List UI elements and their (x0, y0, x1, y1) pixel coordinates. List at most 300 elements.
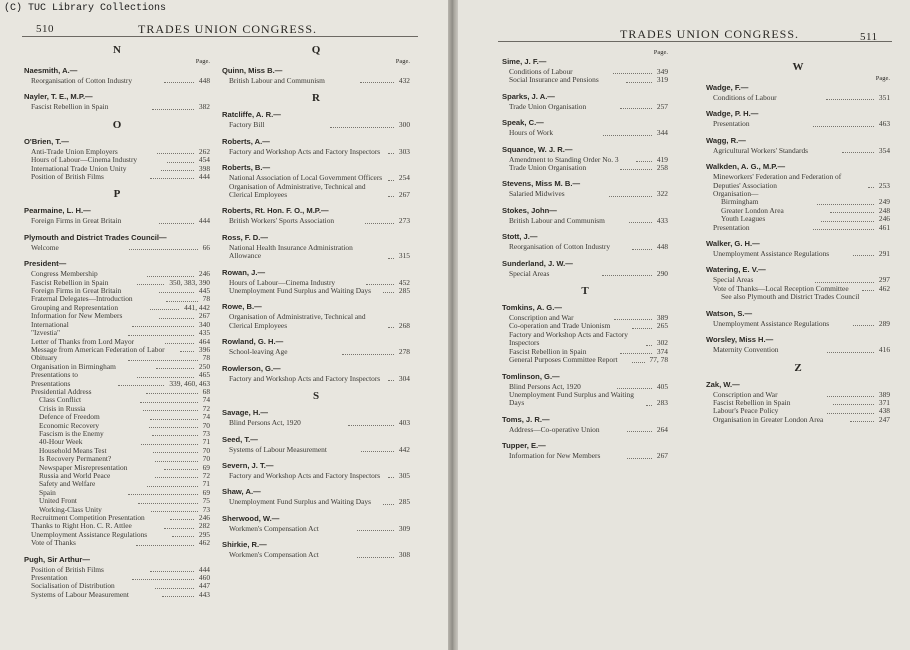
subentry-page: 77, 78 (649, 355, 669, 365)
subentry-page: 262 (198, 146, 211, 156)
entry-name: O'Brien, T.— (24, 136, 69, 146)
leader-dots (365, 223, 394, 224)
leader-dots (626, 82, 652, 83)
subentry-page: 257 (656, 101, 668, 111)
index-entry (502, 118, 668, 137)
subentry-row (706, 250, 890, 258)
subentry-row (706, 147, 890, 155)
running-head: TRADES UNION CONGRESS. (620, 27, 800, 41)
index-entry (502, 259, 668, 278)
subentry-page: 264 (656, 424, 668, 434)
subentry-page: 350, 383, 390 (169, 277, 210, 287)
entry-name: Zak, W.— (706, 379, 740, 389)
index-entry (222, 163, 410, 199)
subentry-topic: Recruitment Competition Presentation (31, 513, 145, 523)
subentry-page: 254 (398, 173, 410, 183)
leader-dots (388, 258, 394, 259)
entry-name: Seed, T.— (222, 434, 258, 444)
subentry-page: 405 (656, 381, 669, 391)
index-entry (502, 372, 668, 408)
subentry-topic: Conditions of Labour (509, 67, 573, 76)
index-entry (222, 302, 410, 330)
leader-dots (153, 452, 198, 453)
leader-dots (853, 255, 874, 256)
subentry-topic: Russia and World Peace (39, 471, 111, 480)
leader-dots (602, 275, 652, 276)
subentry-page: 250 (198, 361, 211, 371)
entry-name: Ratcliffe, A. R.— (222, 110, 281, 120)
subentry-page: 441, 442 (184, 302, 210, 312)
subentry-page: 396 (198, 344, 211, 354)
subentry-page: 268 (398, 320, 410, 330)
subentry-topic: Working-Class Unity (39, 504, 102, 514)
subentry-page: 70 (202, 445, 211, 455)
subentry-topic: Hours of Labour—Cinema Industry (31, 155, 138, 165)
leader-dots (627, 458, 652, 459)
index-entry (222, 514, 410, 533)
subentry-page: 71 (202, 437, 211, 447)
subentry-page: 435 (198, 328, 211, 338)
subentry-page: 438 (878, 406, 890, 416)
index-entry (24, 92, 210, 111)
subentry-topic: Unemployment Assistance Regulations (31, 529, 148, 539)
subentry-topic: Mineworkers' Federation and Federation of Deputies' Association (713, 172, 842, 190)
subentry-row (222, 287, 410, 295)
index-entry (706, 309, 890, 328)
entry-name: Tomlinson, G.— (502, 371, 560, 381)
entry-name: Rowland, G. H.— (222, 337, 284, 347)
subentry-page: 70 (202, 420, 210, 430)
subentry-row (24, 77, 210, 85)
subentry-page: 460 (198, 573, 211, 583)
page-column-label: Page. (195, 58, 210, 65)
leader-dots (164, 82, 194, 83)
subentry-topic: Household Means Test (39, 445, 107, 455)
leader-dots (842, 152, 874, 153)
page-column-label: Page. (653, 49, 668, 56)
subentry-page: 300 (398, 120, 411, 130)
subentry-page: 351 (878, 93, 891, 102)
entry-name: Wagg, R.— (706, 135, 746, 145)
leader-dots (603, 135, 651, 136)
subentry-page: 452 (398, 277, 410, 287)
leader-dots (128, 494, 198, 495)
entry-name: Plymouth and District Trades Council— (24, 232, 167, 242)
subentry-page: 374 (656, 346, 668, 356)
subentry-page: 73 (202, 428, 210, 438)
subentry-row (502, 164, 668, 172)
subentry-row (24, 217, 210, 225)
leader-dots (172, 536, 194, 537)
subentry-topic: Unemployment Fund Surplus and Waiting Days (509, 389, 634, 408)
leader-dots (614, 319, 652, 320)
subentry-topic: Hours of Work (509, 128, 554, 138)
subentry-topic: Factory and Workshop Acts and Factory Inspectors (229, 146, 381, 156)
leader-dots (629, 222, 652, 223)
subentry-page: 273 (398, 216, 411, 226)
leader-dots (143, 410, 198, 411)
entry-name: Rowlerson, G.— (222, 363, 281, 373)
subentry-page: 322 (656, 189, 668, 199)
subentry-page: 447 (198, 581, 211, 591)
leader-dots (388, 477, 394, 478)
subentry-page: 285 (398, 497, 411, 507)
index-entry (24, 259, 210, 547)
subentry-page: 462 (198, 538, 211, 548)
leader-dots (118, 385, 164, 386)
section-letter: T (581, 285, 589, 298)
subentry-row (222, 472, 410, 480)
subentry-page: 72 (202, 403, 211, 413)
entry-name: Toms, J. R.— (502, 414, 550, 424)
leader-dots (164, 469, 198, 470)
subentry-topic: Conscription and War (713, 389, 778, 399)
leader-dots (627, 431, 652, 432)
index-entry (502, 206, 668, 225)
entry-name: Sunderland, J. W.— (502, 258, 573, 268)
leader-dots (853, 325, 874, 326)
entry-name: Watering, E. V.— (706, 265, 766, 275)
leader-dots (388, 153, 394, 154)
index-entry (706, 83, 890, 102)
entry-name: Roberts, A.— (222, 136, 270, 146)
subentry-topic: Defence of Freedom (39, 412, 100, 422)
subentry-page: 308 (398, 550, 411, 560)
entry-name: Pearmaine, L. H.— (24, 206, 91, 216)
leader-dots (383, 292, 393, 293)
header-rule (22, 36, 418, 37)
leader-dots (862, 290, 874, 291)
subentry-page: 291 (878, 249, 890, 259)
subentry-page: 305 (398, 470, 410, 480)
subentry-page: 416 (878, 345, 891, 355)
subentry-page: 78 (202, 353, 211, 363)
leader-dots (826, 99, 874, 100)
subentry-topic: Youth Leagues (721, 214, 766, 224)
subentry-page: 74 (202, 395, 211, 405)
subentry-topic: Crisis in Russia (39, 403, 86, 413)
leader-dots (138, 503, 197, 504)
subentry-page: 309 (398, 523, 411, 533)
index-entry (24, 555, 210, 600)
leader-dots (817, 204, 874, 205)
entry-name: President— (24, 259, 67, 269)
leader-dots (361, 451, 394, 452)
subentry-topic: Social Insurance and Pensions (509, 75, 599, 85)
leader-dots (827, 396, 874, 397)
index-entry (222, 206, 410, 225)
leader-dots (167, 162, 194, 163)
subentry-row (222, 313, 410, 330)
leader-dots (164, 528, 194, 529)
index-entry (502, 57, 668, 85)
leader-dots (646, 405, 652, 406)
page-number: 511 (860, 31, 878, 43)
subentry-row (222, 183, 410, 200)
index-entry (222, 435, 410, 454)
index-entry (502, 92, 668, 111)
index-column (502, 49, 669, 468)
entry-name: Quinn, Miss B.— (222, 66, 283, 75)
subentry-row (222, 419, 410, 427)
leader-dots (813, 229, 874, 230)
subentry-topic: Foreign Firms in Great Britain (31, 286, 122, 296)
leader-dots (821, 221, 874, 222)
subentry-topic: Presentation (713, 119, 750, 129)
subentry-row (502, 270, 668, 278)
subentry-row (502, 452, 668, 460)
subentry-topic: Socialisation of Distribution (31, 581, 115, 591)
leader-dots (609, 196, 652, 197)
subentry-row (24, 591, 210, 599)
subentry-topic: Factory Bill (229, 120, 265, 130)
leader-dots (128, 335, 194, 336)
entry-name: Tomkins, A. G.— (502, 303, 562, 313)
subentry-row (502, 356, 668, 364)
subentry-row (502, 190, 668, 198)
leader-dots (159, 223, 194, 224)
leader-dots (342, 354, 394, 355)
page-column-label: Page. (875, 75, 890, 82)
subentry-row (706, 416, 890, 424)
subentry-page: 389 (878, 389, 891, 399)
subentry-row (222, 217, 410, 225)
subentry-page: 448 (656, 242, 669, 252)
entry-name: Pugh, Sir Arthur— (24, 554, 90, 564)
subentry-page: 267 (198, 311, 210, 321)
leader-dots (850, 421, 874, 422)
subentry-topic: Blind Persons Act, 1920 (229, 418, 301, 428)
subentry-page: 303 (398, 146, 410, 156)
subentry-topic: Vote of Thanks (31, 538, 76, 548)
entry-name: Sime, J. F.— (502, 57, 547, 66)
entry-name: Walker, G. H.— (706, 239, 760, 249)
leader-dots (815, 282, 874, 283)
section-letter: R (312, 92, 320, 105)
leader-dots (156, 368, 194, 369)
leader-dots (360, 82, 394, 83)
subentry-page: 462 (878, 283, 891, 293)
section-letter: Q (311, 44, 321, 56)
subentry-page: 78 (202, 294, 211, 304)
index-column (706, 59, 890, 431)
subentry-topic: Hours of Labour—Cinema Industry (229, 277, 336, 287)
entry-name: Savage, H.— (222, 408, 269, 418)
entry-name: Stokes, John— (502, 205, 557, 215)
subentry-page: 249 (878, 197, 890, 207)
subentry-topic: Special Areas (509, 268, 550, 278)
subentry-page: 297 (878, 275, 890, 285)
subentry-page: 278 (398, 347, 410, 357)
subentry-topic: Organisation of Administrative, Technical and Clerical Employees (229, 312, 366, 330)
subentry-topic: Presentations to (31, 370, 79, 380)
subentry-topic: Newspaper Misrepresentation (39, 462, 128, 472)
index-entry (502, 232, 668, 251)
subentry-topic: British Workers' Sports Association (229, 216, 335, 226)
entry-name: Rowan, J.— (222, 267, 266, 277)
index-column (24, 42, 210, 606)
subentry-topic: International (31, 319, 69, 329)
leader-dots (159, 318, 194, 319)
subentry-row (502, 243, 668, 251)
subentry-row (222, 244, 410, 261)
index-entry (502, 441, 668, 460)
section-letter: S (312, 390, 320, 403)
index-entry (222, 110, 410, 129)
section-letter: W (792, 61, 804, 73)
leader-dots (146, 393, 198, 394)
subentry-page: 71 (202, 479, 210, 489)
leader-dots (383, 504, 393, 505)
subentry-topic: See also Plymouth and District Trades Council (721, 292, 860, 302)
subentry-row (502, 217, 668, 225)
subentry-page: 432 (398, 76, 410, 85)
subentry-topic: Unemployment Assistance Regulations (713, 318, 830, 328)
subentry-topic: Message from American Federation of Labor (31, 344, 165, 354)
subentry-topic: Fraternal Delegates—Introduction (31, 294, 133, 304)
subentry-topic: Labour's Peace Policy (713, 406, 779, 416)
index-entry (502, 303, 668, 364)
leader-dots (150, 571, 194, 572)
subentry-page: 371 (878, 397, 890, 407)
subentry-topic: United Front (39, 496, 77, 506)
subentry-row (24, 244, 210, 252)
entry-name: Naesmith, A.— (24, 66, 78, 75)
subentry-topic: Conscription and War (509, 313, 574, 323)
subentry-row (502, 103, 668, 111)
entry-name: Wadge, P. H.— (706, 109, 759, 119)
leader-dots (166, 301, 198, 302)
leader-dots (159, 292, 194, 293)
leader-dots (155, 461, 197, 462)
entry-name: Stevens, Miss M. B.— (502, 179, 581, 189)
entry-name: Worsley, Miss H.— (706, 335, 774, 345)
subentry-topic: Organisation— (713, 189, 759, 199)
subentry-topic: Fascist Rebellion in Spain (31, 277, 109, 287)
index-entry (222, 337, 410, 356)
index-entry (502, 179, 668, 198)
subentry-topic: Is Recovery Permanent? (39, 454, 112, 464)
page-number: 510 (36, 23, 54, 35)
entry-name: Severn, J. T.— (222, 460, 274, 470)
subentry-topic: Presidential Address (31, 386, 92, 396)
leader-dots (132, 579, 194, 580)
subentry-row (706, 293, 890, 301)
index-entry (222, 461, 410, 480)
subentry-page: 445 (198, 286, 211, 296)
subentry-page: 302 (656, 338, 668, 348)
subentry-page: 382 (198, 102, 210, 112)
left-page (0, 0, 448, 650)
leader-dots (150, 419, 198, 420)
right-page (458, 0, 910, 650)
subentry-topic: Position of British Films (31, 172, 104, 182)
subentry-page: 290 (656, 268, 668, 278)
leader-dots (827, 352, 874, 353)
subentry-row (502, 391, 668, 408)
subentry-topic: Birmingham (721, 197, 759, 207)
subentry-topic: Fascist Rebellion in Spain (509, 346, 587, 356)
entry-name: Walkden, A. G., M.P.— (706, 162, 786, 172)
entry-name: Sparks, J. A.— (502, 91, 555, 101)
subentry-topic: Maternity Convention (713, 345, 779, 355)
subentry-page: 285 (398, 286, 411, 296)
leader-dots (833, 404, 874, 405)
subentry-topic: British Labour and Communism (229, 76, 325, 85)
subentry-page: 349 (656, 67, 669, 76)
subentry-row (502, 426, 668, 434)
index-entry (706, 162, 890, 232)
subentry-row (24, 173, 210, 181)
subentry-topic: Organisation in Greater London Area (713, 414, 824, 424)
subentry-page: 454 (198, 155, 210, 165)
subentry-topic: Foreign Firms in Great Britain (31, 216, 122, 226)
entry-name: Shaw, A.— (222, 487, 261, 497)
subentry-topic: Letter of Thanks from Lord Mayor (31, 336, 135, 346)
index-entry (706, 265, 890, 301)
subentry-page: 444 (198, 172, 210, 182)
leader-dots (147, 486, 197, 487)
subentry-topic: Economic Recovery (39, 420, 100, 430)
subentry-page: 265 (656, 321, 669, 331)
subentry-topic: Spain (39, 487, 56, 497)
subentry-topic: Systems of Labour Measurement (229, 444, 327, 454)
leader-dots (830, 212, 874, 213)
leader-dots (161, 170, 194, 171)
entry-name: Wadge, F.— (706, 83, 749, 92)
subentry-topic: Co-operation and Trade Unionism (509, 321, 611, 331)
subentry-topic: Factory and Workshop Acts and Factory Inspectors (229, 470, 381, 480)
leader-dots (632, 328, 652, 329)
subentry-page: 69 (202, 487, 211, 497)
subentry-row (222, 498, 410, 506)
subentry-topic: Safety and Welfare (39, 479, 96, 489)
subentry-row (222, 77, 410, 85)
subentry-page: 339, 460, 463 (169, 378, 211, 388)
leader-dots (388, 380, 394, 381)
subentry-page: 442 (398, 444, 410, 454)
subentry-topic: National Association of Local Government Officers (229, 173, 383, 183)
subentry-topic: Congress Membership (31, 269, 98, 279)
index-entry (222, 137, 410, 156)
subentry-topic: Workmen's Compensation Act (229, 523, 319, 533)
subentry-page: 248 (878, 205, 891, 215)
subentry-page: 246 (198, 269, 210, 279)
subentry-page: 295 (198, 529, 210, 539)
index-entry (24, 137, 210, 182)
section-letter: O (112, 118, 122, 131)
subentry-topic: Fascism is the Enemy (39, 428, 104, 438)
subentry-page: 70 (202, 454, 211, 464)
leader-dots (155, 588, 194, 589)
subentry-topic: Information for New Members (31, 311, 123, 321)
entry-name: Speak, C.— (502, 118, 544, 128)
subentry-topic: Presentations (31, 378, 71, 388)
entry-name: Roberts, Rt. Hon. F. O., M.P.— (222, 206, 329, 216)
entry-name: Squance, W. J. R.— (502, 144, 573, 154)
leader-dots (152, 435, 198, 436)
leader-dots (180, 351, 194, 352)
subentry-topic: Address—Co-operative Union (509, 424, 600, 434)
leader-dots (151, 511, 198, 512)
subentry-page: 463 (878, 119, 891, 129)
subentry-topic: Trade Union Organisation (509, 163, 587, 173)
leader-dots (128, 360, 197, 361)
section-letter: N (113, 44, 121, 56)
leader-dots (149, 427, 197, 428)
leader-dots (646, 345, 652, 346)
leader-dots (147, 276, 194, 277)
